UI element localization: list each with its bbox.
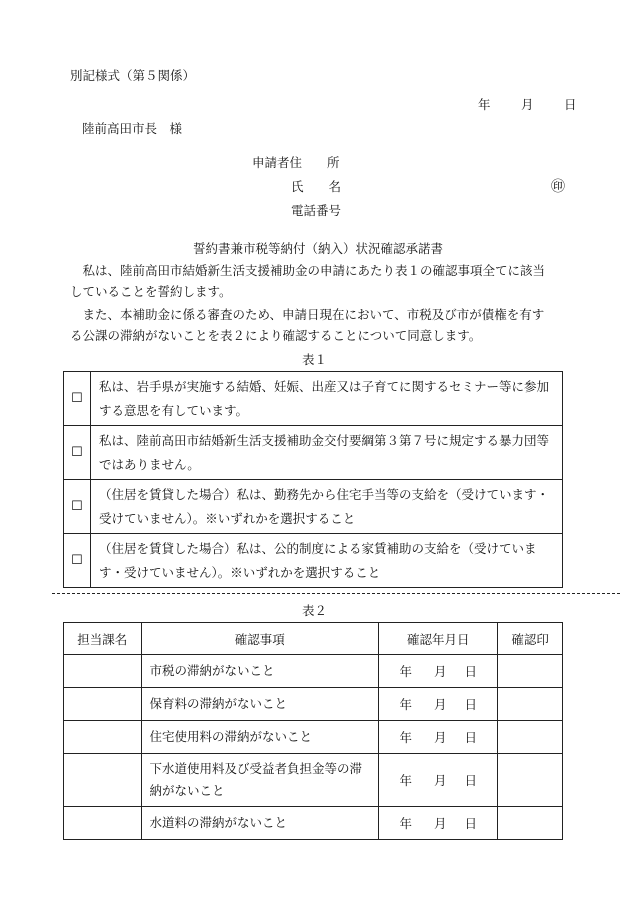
table-row [64,754,563,807]
applicant-phone-label: 電話番号 [291,203,342,218]
month-unit: 月 [433,773,447,788]
pledge-item-text: （住居を賃貸した場合）私は、公的制度による家賃補助の支給を（受けています・受けていません）。※いずれかを選択すること [91,534,563,588]
day-unit: 日 [464,697,477,712]
year-unit: 年 [399,816,412,831]
day-unit: 日 [464,816,477,831]
verification-table [63,622,563,840]
date-cell[interactable] [379,688,498,721]
pledge-paragraph [70,260,590,302]
checkbox[interactable]: ☐ [64,426,91,480]
seal-cell[interactable] [498,721,563,754]
dept-cell[interactable] [64,754,142,807]
consent-line-2: る公課の滞納がないことを表２により確認することについて同意します。 [70,328,482,343]
date-cell[interactable] [379,721,498,754]
month-unit: 月 [433,816,447,831]
addressee: 陸前高田市長 様 [82,121,183,136]
pledge-table [63,371,563,588]
year-unit: 年 [399,664,412,679]
item-cell: 水道料の滞納がないこと [141,807,379,840]
date-cell[interactable] [379,754,498,807]
item-cell: 市税の滞納がないこと [141,655,379,688]
applicant-address-label: 申請者住 所 [252,155,340,170]
dept-cell[interactable] [64,655,142,688]
day-unit: 日 [464,664,477,679]
cut-line-divider [52,593,620,594]
item-cell: 住宅使用料の滞納がないこと [141,721,379,754]
document-title: 誓約書兼市税等納付（納入）状況確認承諾書 [193,241,444,256]
date-cell[interactable] [379,807,498,840]
table-row [64,688,563,721]
table2-caption: 表２ [302,603,328,618]
date-day-label: 日 [564,97,577,112]
pledge-item-text: （住居を賃貸した場合）私は、勤務先から住宅手当等の支給を（受けています・受けていません）。※いずれかを選択すること [91,480,563,534]
seal-mark: ㊞ [551,179,565,195]
table-row [64,721,563,754]
header-dept: 担当課名 [64,623,142,655]
table-header-row [64,623,563,655]
header-seal: 確認印 [498,623,563,655]
pledge-item-text: 私は、岩手県が実施する結婚、妊娠、出産又は子育てに関するセミナー等に参加する意思を有しています。 [91,372,563,426]
consent-line-1: また、本補助金に係る審査のため、申請日現在において、市税及び市が債権を有す [70,307,545,322]
form-reference: 別記様式（第５関係） [70,68,196,83]
table-row [64,426,563,480]
pledge-item-text: 私は、陸前高田市結婚新生活支援補助金交付要綱第３第７号に規定する暴力団等ではありません。 [91,426,563,480]
seal-cell[interactable] [498,655,563,688]
month-unit: 月 [433,664,447,679]
applicant-name-label: 氏 名 [291,179,342,194]
checkbox[interactable]: ☐ [64,534,91,588]
table-row [64,372,563,426]
dept-cell[interactable] [64,688,142,721]
table-row [64,534,563,588]
year-unit: 年 [399,773,412,788]
pledge-line-1: 私は、陸前高田市結婚新生活支援補助金の申請にあたり表１の確認事項全てに該当 [70,263,546,278]
table-row [64,807,563,840]
checkbox[interactable]: ☐ [64,480,91,534]
pledge-line-2: していることを誓約します。 [70,284,232,299]
item-cell: 保育料の滞納がないこと [141,688,379,721]
table-row [64,655,563,688]
seal-cell[interactable] [498,807,563,840]
year-unit: 年 [399,730,412,745]
month-unit: 月 [433,697,447,712]
table1-caption: 表１ [302,352,328,367]
seal-cell[interactable] [498,754,563,807]
dept-cell[interactable] [64,807,142,840]
date-cell[interactable] [379,655,498,688]
seal-cell[interactable] [498,688,563,721]
checkbox[interactable]: ☐ [64,372,91,426]
item-cell: 下水道使用料及び受益者負担金等の滞納がないこと [141,754,379,807]
date-year-label: 年 [478,97,491,112]
dept-cell[interactable] [64,721,142,754]
header-item: 確認事項 [141,623,379,655]
month-unit: 月 [433,730,447,745]
table-row [64,480,563,534]
day-unit: 日 [464,730,477,745]
header-date: 確認年月日 [379,623,498,655]
day-unit: 日 [464,773,477,788]
consent-paragraph [70,304,590,346]
year-unit: 年 [399,697,412,712]
date-month-label: 月 [521,97,534,112]
